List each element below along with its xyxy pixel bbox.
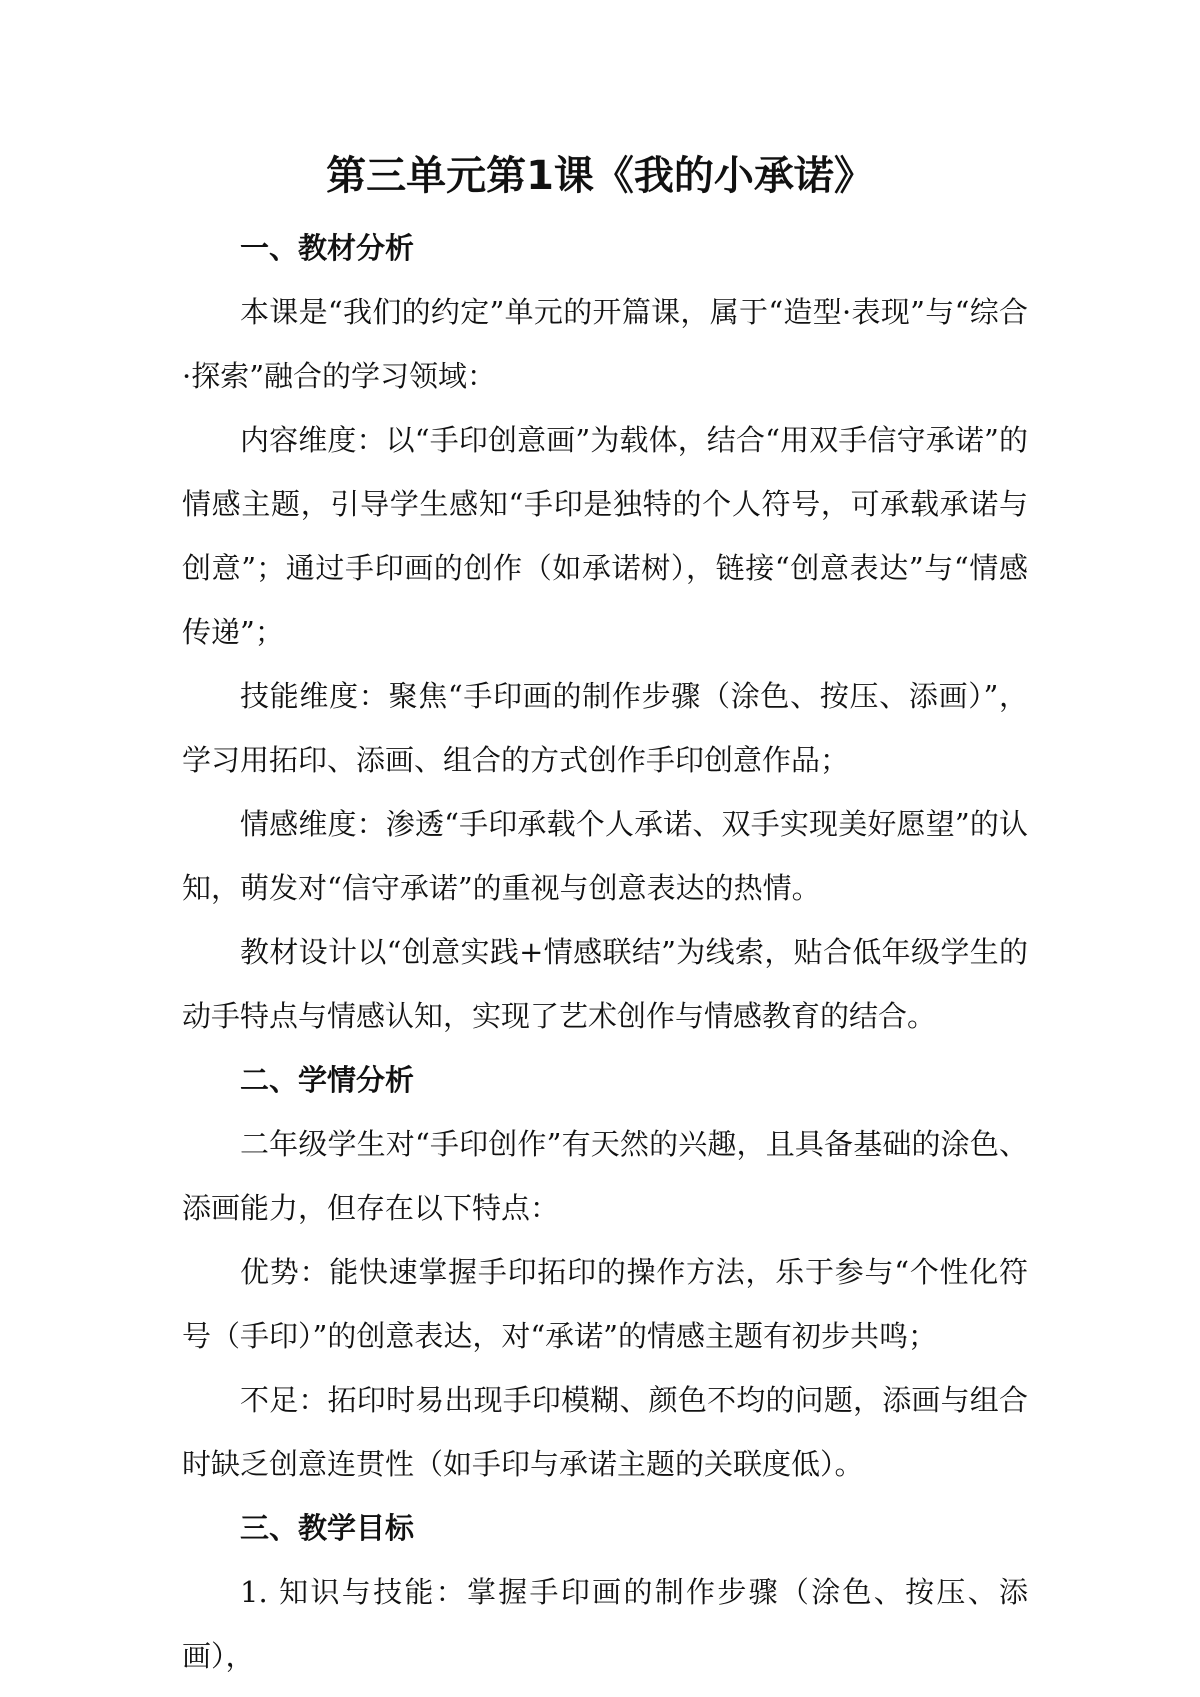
paragraph: 情感维度：渗透“手印承载个人承诺、双手实现美好愿望”的认知，萌发对“信守承诺”的重视与创意表达的热情。 bbox=[182, 807, 1028, 905]
document-body bbox=[182, 216, 1028, 1688]
section-heading-student-analysis: 二、学情分析 bbox=[240, 1063, 415, 1097]
paragraph: 内容维度：以“手印创意画”为载体，结合“用双手信守承诺”的情感主题，引导学生感知“手印是独特的个人符号，可承载承诺与创意”；通过手印画的创作（如承诺树），链接“创意表达”与“情感传递”； bbox=[182, 423, 1028, 649]
document-title: 第三单元第1课《我的小承诺》 bbox=[326, 153, 874, 199]
paragraph: 教材设计以“创意实践+情感联结”为线索，贴合低年级学生的动手特点与情感认知，实现了艺术创作与情感教育的结合。 bbox=[182, 935, 1028, 1033]
section-heading-textbook-analysis: 一、教材分析 bbox=[240, 231, 415, 265]
paragraph: 二年级学生对“手印创作”有天然的兴趣，且具备基础的涂色、添画能力，但存在以下特点： bbox=[182, 1127, 1028, 1225]
section-heading-teaching-goals: 三、教学目标 bbox=[240, 1511, 415, 1545]
paragraph: 技能维度：聚焦“手印画的制作步骤（涂色、按压、添画）”，学习用拓印、添画、组合的方式创作手印创意作品； bbox=[182, 679, 1028, 777]
paragraph: 不足：拓印时易出现手印模糊、颜色不均的问题，添画与组合时缺乏创意连贯性（如手印与承诺主题的关联度低）。 bbox=[182, 1383, 1028, 1481]
paragraph: 优势：能快速掌握手印拓印的操作方法，乐于参与“个性化符号（手印）”的创意表达，对“承诺”的情感主题有初步共鸣； bbox=[182, 1255, 1028, 1353]
paragraph: 本课是“我们的约定”单元的开篇课，属于“造型·表现”与“综合·探索”融合的学习领域： bbox=[182, 295, 1028, 393]
paragraph: 1. 知识与技能：掌握手印画的制作步骤（涂色、按压、添画）， bbox=[182, 1575, 1028, 1673]
